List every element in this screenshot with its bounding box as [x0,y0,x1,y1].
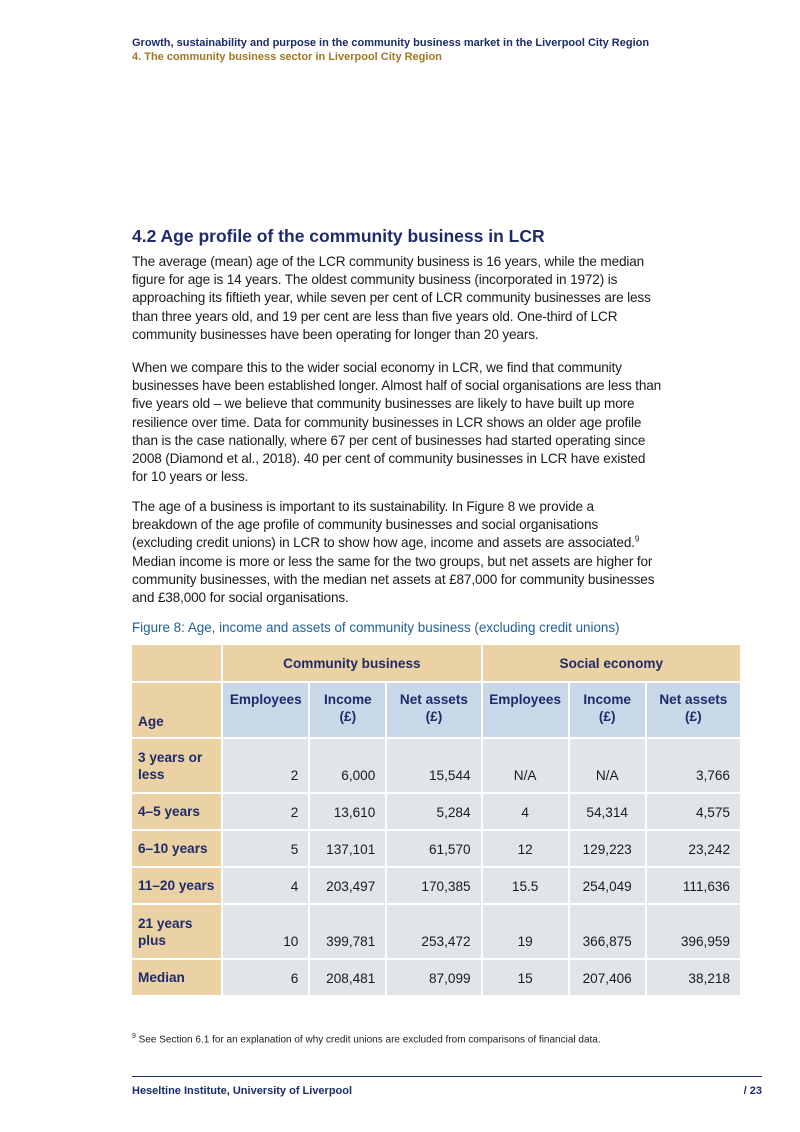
table-cell: 2 [223,739,308,792]
table-row [132,739,740,792]
running-header [132,36,649,64]
paragraph-3-text-continued: Median income is more or less the same for the two groups, but net assets are higher for community businesses, with the median net assets at £87,000 for community businesses and £38,000 for social organisations. [132,553,655,606]
table-cell: 129,223 [570,831,645,866]
paragraph-3-text: The age of a business is important to its sustainability. In Figure 8 we provide a breakdown of the age profile of community businesses and social organisations (excluding credit unions) in LCR to show how age, income and assets are associated. [132,499,635,551]
table-row [132,960,740,995]
table-cell: 23,242 [647,831,740,866]
age-label: 4–5 years [132,794,221,829]
table-cell: 87,099 [387,960,480,995]
table-cell: 12 [483,831,568,866]
table-cell: 203,497 [310,868,385,903]
table-cell: 254,049 [570,868,645,903]
table-cell: 3,766 [647,739,740,792]
table-cell: 6 [223,960,308,995]
paragraph-3 [132,498,662,607]
footnote-number: 9 [132,1033,136,1040]
table-cell: 396,959 [647,905,740,958]
age-label: 11–20 years [132,868,221,903]
table-cell: 54,314 [570,794,645,829]
table-cell: 4 [223,868,308,903]
table-cell: 13,610 [310,794,385,829]
footer-institution: Heseltine Institute, University of Liverpool [132,1085,353,1097]
table-cell: 61,570 [387,831,480,866]
table-cell: 38,218 [647,960,740,995]
age-column-header: Age [132,683,221,737]
table-cell: 6,000 [310,739,385,792]
group-header-social-economy: Social economy [483,645,740,681]
table-cell: N/A [483,739,568,792]
column-header: Net assets (£) [387,683,480,737]
table-cell: 170,385 [387,868,480,903]
chapter-title: 4. The community business sector in Liverpool City Region [132,51,442,63]
figure-caption: Figure 8: Age, income and assets of community business (excluding credit unions) [132,620,620,635]
table-row [132,831,740,866]
page-number: / 23 [743,1085,762,1097]
table-row [132,868,740,903]
table-cell: N/A [570,739,645,792]
table-cell: 253,472 [387,905,480,958]
table-cell: 15,544 [387,739,480,792]
table-cell: 137,101 [310,831,385,866]
table-cell: 10 [223,905,308,958]
table-cell: 19 [483,905,568,958]
footer-divider [132,1076,762,1077]
age-label: 3 years or less [132,739,221,792]
report-title: Growth, sustainability and purpose in the community business market in the Liverpool City Region [132,37,650,49]
table-cell: 5,284 [387,794,480,829]
column-header: Employees [483,683,568,737]
footnote [132,1033,601,1045]
table-cell: 4 [483,794,568,829]
age-label: Median [132,960,221,995]
table-cell: 4,575 [647,794,740,829]
age-label: 21 years plus [132,905,221,958]
table-cell: 15 [483,960,568,995]
table-cell: 366,875 [570,905,645,958]
column-header: Employees [223,683,308,737]
column-header: Net assets (£) [647,683,740,737]
table-cell: 15.5 [483,868,568,903]
table-cell: 399,781 [310,905,385,958]
table-cell: 111,636 [647,868,740,903]
footnote-text: See Section 6.1 for an explanation of why credit unions are excluded from comparisons of financial data. [135,1034,601,1046]
footnote-marker[interactable]: 9 [634,534,640,544]
table-cell: 2 [223,794,308,829]
column-header: Income (£) [570,683,645,737]
paragraph-2: When we compare this to the wider social economy in LCR, we find that community businesses have been established longer. Almost half of social organisations are less than five years old – we believe that community businesses are likely to have built up more resilience over time. Data for community businesses in LCR shows an older age profile than is the case nationally, where 67 per cent of businesses had started operating since 2008 (Diamond et al., 2018). 40 per cent of community businesses in LCR have existed for 10 years or less. [132,360,662,485]
age-income-assets-table [130,643,742,997]
section-heading: 4.2 Age profile of the community business in LCR [132,226,545,246]
group-header-community-business: Community business [223,645,480,681]
table-cell: 208,481 [310,960,385,995]
table-corner-cell [132,645,221,681]
table-cell: 207,406 [570,960,645,995]
table-row [132,905,740,958]
table-cell: 5 [223,831,308,866]
table-row [132,794,740,829]
column-header: Income (£) [310,683,385,737]
age-label: 6–10 years [132,831,221,866]
paragraph-1: The average (mean) age of the LCR community business is 16 years, while the median figure for age is 14 years. The oldest community business (incorporated in 1972) is approaching its fiftieth year, while seven per cent of LCR community businesses are less than three years old, and 19 per cent are less than five years old. One-third of LCR community businesses have been operating for longer than 20 years. [132,254,651,342]
